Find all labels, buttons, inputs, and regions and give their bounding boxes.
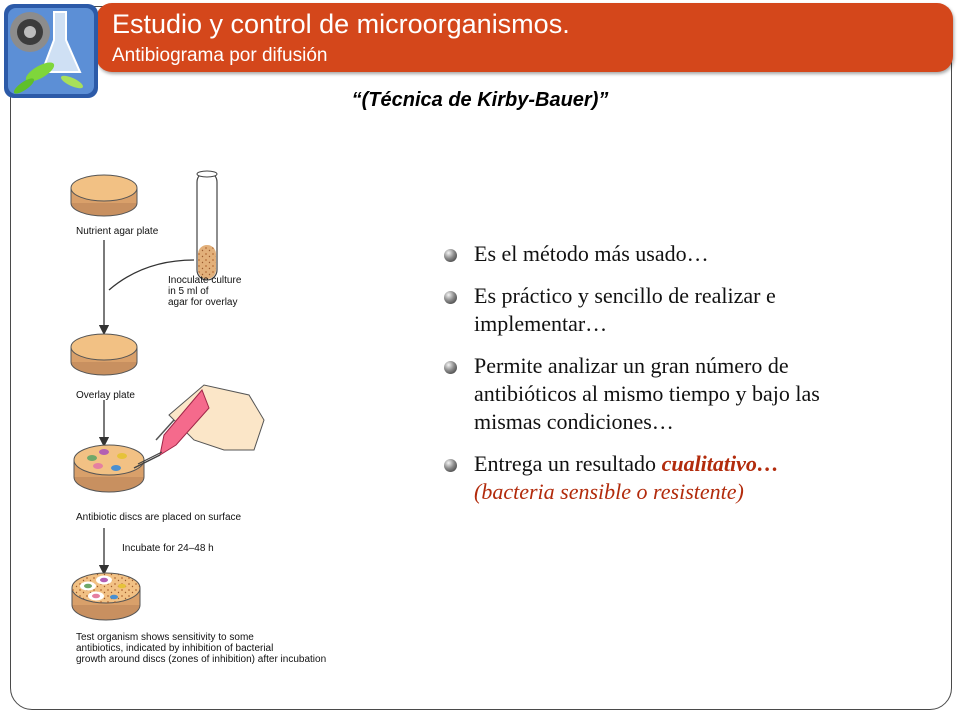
- bullet-list: [440, 240, 880, 520]
- kirby-bauer-diagram: [64, 150, 364, 675]
- overlay-plate: [71, 334, 137, 375]
- sphere-bullet-icon: [444, 249, 457, 262]
- bullet-text: Entrega un resultado: [474, 451, 662, 476]
- label-nutrient-agar: Nutrient agar plate: [76, 226, 159, 237]
- hand-forceps: [134, 385, 264, 468]
- nutrient-agar-plate: [71, 175, 137, 216]
- label-inoculate-2: in 5 ml of: [168, 286, 209, 297]
- result-plate: [72, 573, 140, 620]
- label-discs-placed: Antibiotic discs are placed on surface: [76, 512, 242, 523]
- slide-title: Estudio y control de microorganismos.: [112, 9, 570, 39]
- technique-title: “(Técnica de Kirby-Bauer)”: [351, 89, 609, 111]
- bullet-item: [440, 352, 880, 436]
- bullet-item: [440, 450, 880, 506]
- title-bar: [96, 3, 953, 72]
- highlight-qualitative: cualitativo…: [661, 451, 779, 476]
- label-incubate: Incubate for 24–48 h: [122, 543, 214, 554]
- bullet-text: Permite analizar un gran número de antibióticos al mismo tiempo y bajo las mismas condiciones…: [474, 353, 820, 434]
- label-inoculate-1: Inoculate culture: [168, 275, 242, 286]
- bullet-text: Es práctico y sencillo de realizar e implementar…: [474, 283, 776, 336]
- label-result-3: growth around discs (zones of inhibition) after incubation: [76, 654, 327, 665]
- sphere-bullet-icon: [444, 459, 457, 472]
- microbiology-logo-icon: [2, 2, 100, 100]
- bullet-item: [440, 240, 880, 268]
- bullet-text: Es el método más usado…: [474, 241, 709, 266]
- antibiotic-disc-plate: [74, 445, 144, 492]
- label-overlay-plate: Overlay plate: [76, 390, 135, 401]
- sphere-bullet-icon: [444, 291, 457, 304]
- bullet-parenthetical: (bacteria sensible o resistente): [474, 479, 744, 504]
- label-result-1: Test organism shows sensitivity to some: [76, 632, 254, 643]
- label-result-2: antibiotics, indicated by inhibition of bacterial: [76, 643, 274, 654]
- bullet-item: [440, 282, 880, 338]
- slide-subtitle: Antibiograma por difusión: [112, 45, 328, 66]
- sphere-bullet-icon: [444, 361, 457, 374]
- label-inoculate-3: agar for overlay: [168, 297, 238, 308]
- test-tube: [197, 171, 217, 280]
